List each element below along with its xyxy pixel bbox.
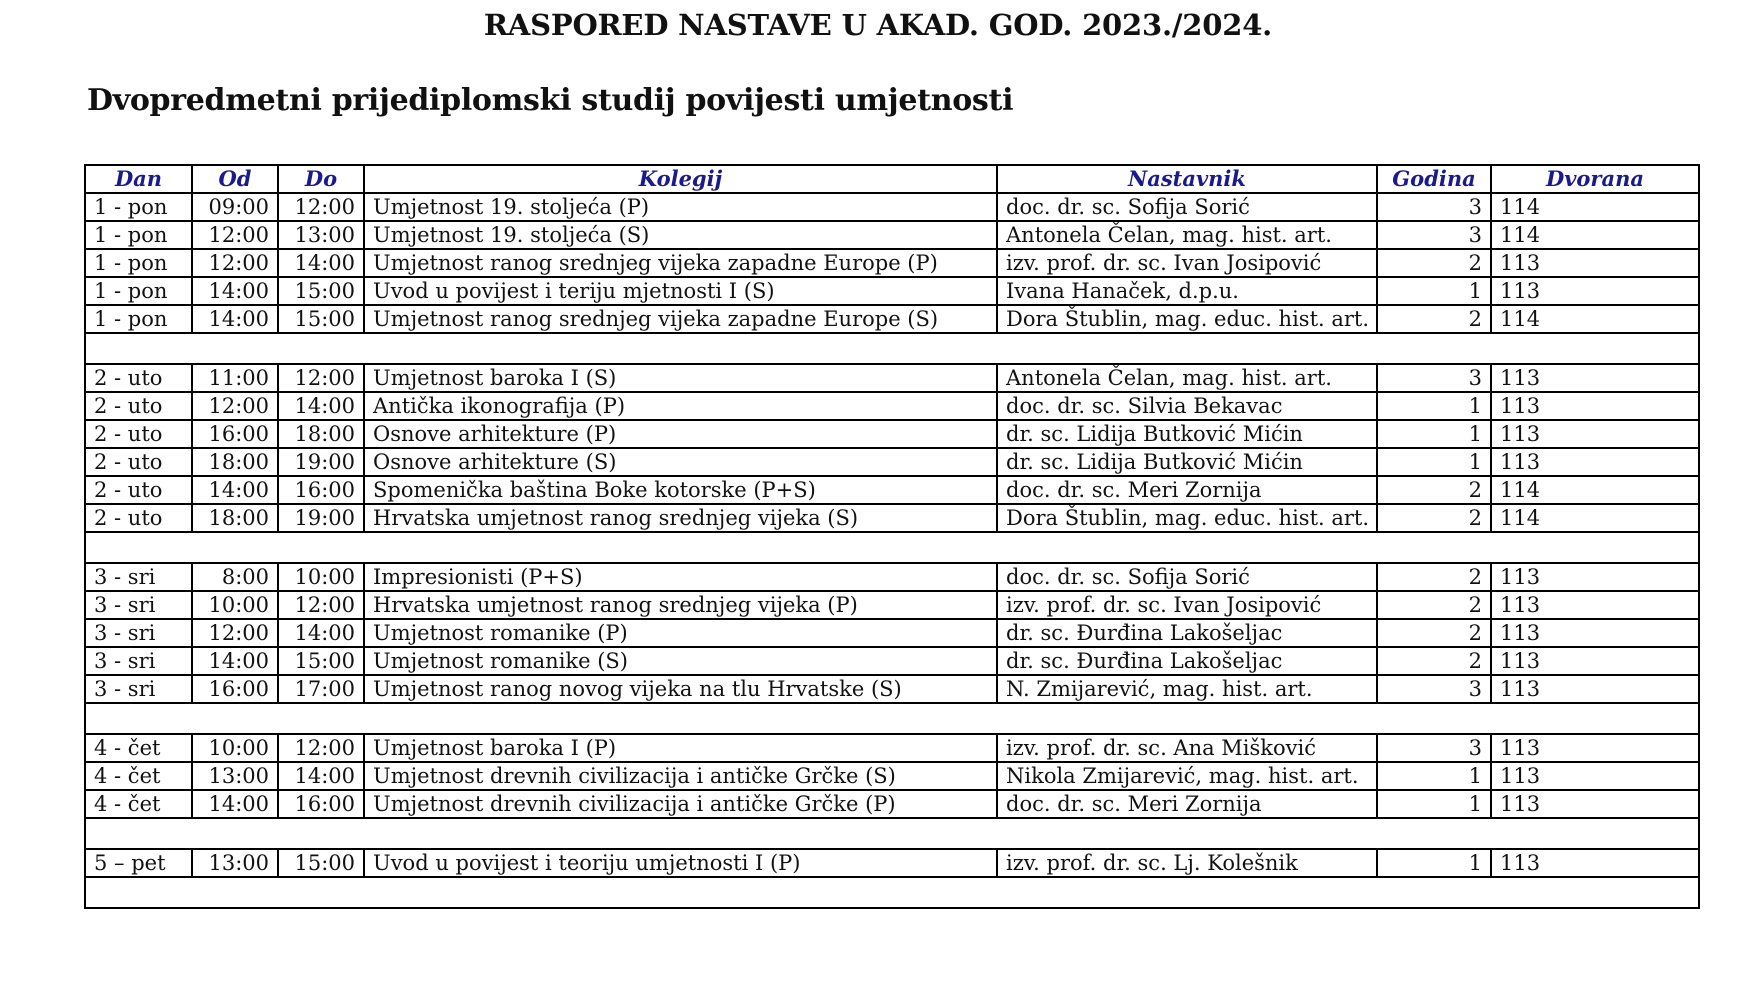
cell-nastavnik: izv. prof. dr. sc. Ivan Josipović — [997, 249, 1377, 277]
cell-do: 14:00 — [278, 619, 364, 647]
cell-dan: 4 - čet — [85, 734, 192, 762]
cell-godina: 1 — [1377, 392, 1491, 420]
header-nastavnik: Nastavnik — [997, 165, 1377, 193]
cell-dan: 1 - pon — [85, 193, 192, 221]
cell-od: 18:00 — [192, 504, 278, 532]
cell-godina: 1 — [1377, 448, 1491, 476]
cell-dvorana: 113 — [1491, 591, 1699, 619]
table-row — [85, 734, 1699, 762]
cell-nastavnik: doc. dr. sc. Sofija Sorić — [997, 563, 1377, 591]
cell-dvorana: 114 — [1491, 476, 1699, 504]
cell-od: 13:00 — [192, 762, 278, 790]
cell-godina: 2 — [1377, 504, 1491, 532]
day-separator-cell — [85, 818, 1699, 849]
cell-dvorana: 114 — [1491, 504, 1699, 532]
cell-nastavnik: dr. sc. Đurđina Lakošeljac — [997, 647, 1377, 675]
cell-od: 12:00 — [192, 392, 278, 420]
cell-dvorana: 113 — [1491, 448, 1699, 476]
cell-od: 14:00 — [192, 790, 278, 818]
day-separator-row — [85, 532, 1699, 563]
cell-nastavnik: doc. dr. sc. Silvia Bekavac — [997, 392, 1377, 420]
cell-dvorana: 114 — [1491, 193, 1699, 221]
cell-od: 10:00 — [192, 734, 278, 762]
cell-do: 15:00 — [278, 305, 364, 333]
cell-godina: 3 — [1377, 221, 1491, 249]
cell-godina: 2 — [1377, 591, 1491, 619]
table-row — [85, 790, 1699, 818]
cell-dan: 2 - uto — [85, 448, 192, 476]
cell-kolegij: Umjetnost romanike (S) — [364, 647, 997, 675]
table-row — [85, 277, 1699, 305]
cell-do: 12:00 — [278, 193, 364, 221]
table-row — [85, 476, 1699, 504]
day-separator-row — [85, 818, 1699, 849]
cell-kolegij: Umjetnost drevnih civilizacija i antičke Grčke (S) — [364, 762, 997, 790]
cell-nastavnik: N. Zmijarević, mag. hist. art. — [997, 675, 1377, 703]
table-row — [85, 249, 1699, 277]
cell-do: 12:00 — [278, 364, 364, 392]
cell-dan: 2 - uto — [85, 364, 192, 392]
cell-do: 16:00 — [278, 476, 364, 504]
cell-kolegij: Spomenička baština Boke kotorske (P+S) — [364, 476, 997, 504]
header-kolegij: Kolegij — [364, 165, 997, 193]
cell-kolegij: Umjetnost baroka I (S) — [364, 364, 997, 392]
cell-dan: 2 - uto — [85, 504, 192, 532]
cell-kolegij: Umjetnost baroka I (P) — [364, 734, 997, 762]
cell-dan: 5 – pet — [85, 849, 192, 877]
cell-kolegij: Umjetnost romanike (P) — [364, 619, 997, 647]
cell-dan: 3 - sri — [85, 591, 192, 619]
table-row — [85, 675, 1699, 703]
day-separator-row — [85, 703, 1699, 734]
cell-od: 14:00 — [192, 476, 278, 504]
cell-nastavnik: izv. prof. dr. sc. Ivan Josipović — [997, 591, 1377, 619]
header-od: Od — [192, 165, 278, 193]
cell-dan: 3 - sri — [85, 563, 192, 591]
cell-do: 17:00 — [278, 675, 364, 703]
cell-do: 14:00 — [278, 762, 364, 790]
cell-godina: 2 — [1377, 563, 1491, 591]
cell-nastavnik: izv. prof. dr. sc. Ana Mišković — [997, 734, 1377, 762]
day-separator-cell — [85, 877, 1699, 908]
cell-od: 13:00 — [192, 849, 278, 877]
cell-godina: 2 — [1377, 619, 1491, 647]
cell-od: 14:00 — [192, 305, 278, 333]
cell-kolegij: Umjetnost ranog srednjeg vijeka zapadne Europe (P) — [364, 249, 997, 277]
cell-godina: 3 — [1377, 675, 1491, 703]
cell-dvorana: 114 — [1491, 305, 1699, 333]
cell-od: 16:00 — [192, 420, 278, 448]
cell-do: 15:00 — [278, 277, 364, 305]
table-row — [85, 762, 1699, 790]
cell-kolegij: Uvod u povijest i teriju mjetnosti I (S) — [364, 277, 997, 305]
header-do: Do — [278, 165, 364, 193]
cell-od: 10:00 — [192, 591, 278, 619]
cell-nastavnik: Nikola Zmijarević, mag. hist. art. — [997, 762, 1377, 790]
cell-nastavnik: Antonela Čelan, mag. hist. art. — [997, 364, 1377, 392]
table-row — [85, 364, 1699, 392]
cell-nastavnik: doc. dr. sc. Meri Zornija — [997, 790, 1377, 818]
cell-dvorana: 113 — [1491, 392, 1699, 420]
day-separator-cell — [85, 532, 1699, 563]
cell-godina: 2 — [1377, 647, 1491, 675]
cell-nastavnik: dr. sc. Đurđina Lakošeljac — [997, 619, 1377, 647]
table-row — [85, 849, 1699, 877]
cell-dvorana: 113 — [1491, 762, 1699, 790]
table-row — [85, 392, 1699, 420]
cell-do: 16:00 — [278, 790, 364, 818]
cell-nastavnik: doc. dr. sc. Sofija Sorić — [997, 193, 1377, 221]
cell-godina: 1 — [1377, 277, 1491, 305]
cell-kolegij: Umjetnost 19. stoljeća (P) — [364, 193, 997, 221]
cell-nastavnik: Dora Štublin, mag. educ. hist. art. — [997, 504, 1377, 532]
cell-dvorana: 113 — [1491, 249, 1699, 277]
cell-godina: 2 — [1377, 249, 1491, 277]
cell-kolegij: Hrvatska umjetnost ranog srednjeg vijeka (S) — [364, 504, 997, 532]
cell-dan: 1 - pon — [85, 249, 192, 277]
cell-nastavnik: Antonela Čelan, mag. hist. art. — [997, 221, 1377, 249]
day-separator-row — [85, 877, 1699, 908]
day-separator-cell — [85, 703, 1699, 734]
header-dan: Dan — [85, 165, 192, 193]
cell-dan: 1 - pon — [85, 305, 192, 333]
cell-nastavnik: izv. prof. dr. sc. Lj. Kolešnik — [997, 849, 1377, 877]
table-row — [85, 420, 1699, 448]
cell-dan: 3 - sri — [85, 619, 192, 647]
cell-dvorana: 114 — [1491, 221, 1699, 249]
cell-do: 14:00 — [278, 249, 364, 277]
cell-godina: 3 — [1377, 193, 1491, 221]
cell-od: 11:00 — [192, 364, 278, 392]
table-header-row — [85, 165, 1699, 193]
cell-do: 12:00 — [278, 591, 364, 619]
cell-godina: 1 — [1377, 762, 1491, 790]
table-row — [85, 619, 1699, 647]
cell-godina: 2 — [1377, 476, 1491, 504]
cell-dvorana: 113 — [1491, 647, 1699, 675]
cell-kolegij: Antička ikonografija (P) — [364, 392, 997, 420]
cell-kolegij: Osnove arhitekture (S) — [364, 448, 997, 476]
cell-godina: 3 — [1377, 734, 1491, 762]
cell-dvorana: 113 — [1491, 619, 1699, 647]
cell-kolegij: Umjetnost 19. stoljeća (S) — [364, 221, 997, 249]
cell-dan: 3 - sri — [85, 647, 192, 675]
cell-kolegij: Umjetnost ranog novog vijeka na tlu Hrvatske (S) — [364, 675, 997, 703]
cell-dvorana: 113 — [1491, 675, 1699, 703]
cell-do: 14:00 — [278, 392, 364, 420]
table-row — [85, 563, 1699, 591]
cell-od: 12:00 — [192, 221, 278, 249]
cell-od: 09:00 — [192, 193, 278, 221]
table-row — [85, 221, 1699, 249]
cell-do: 18:00 — [278, 420, 364, 448]
cell-dan: 2 - uto — [85, 476, 192, 504]
cell-do: 12:00 — [278, 734, 364, 762]
cell-od: 14:00 — [192, 647, 278, 675]
cell-godina: 1 — [1377, 420, 1491, 448]
cell-od: 12:00 — [192, 619, 278, 647]
header-dvorana: Dvorana — [1491, 165, 1699, 193]
cell-od: 8:00 — [192, 563, 278, 591]
cell-od: 16:00 — [192, 675, 278, 703]
cell-kolegij: Impresionisti (P+S) — [364, 563, 997, 591]
cell-kolegij: Umjetnost ranog srednjeg vijeka zapadne Europe (S) — [364, 305, 997, 333]
table-row — [85, 305, 1699, 333]
cell-do: 19:00 — [278, 504, 364, 532]
cell-do: 19:00 — [278, 448, 364, 476]
schedule-table — [84, 164, 1700, 909]
cell-dvorana: 113 — [1491, 734, 1699, 762]
document-subtitle: Dvopredmetni prijediplomski studij povijesti umjetnosti — [87, 83, 1014, 118]
cell-kolegij: Uvod u povijest i teoriju umjetnosti I (P) — [364, 849, 997, 877]
cell-dvorana: 113 — [1491, 277, 1699, 305]
table-row — [85, 448, 1699, 476]
cell-nastavnik: dr. sc. Lidija Butković Mićin — [997, 448, 1377, 476]
cell-godina: 2 — [1377, 305, 1491, 333]
cell-od: 18:00 — [192, 448, 278, 476]
table-row — [85, 647, 1699, 675]
cell-dan: 4 - čet — [85, 790, 192, 818]
table-row — [85, 193, 1699, 221]
document-title: RASPORED NASTAVE U AKAD. GOD. 2023./2024. — [483, 8, 1273, 42]
cell-dvorana: 113 — [1491, 849, 1699, 877]
cell-godina: 1 — [1377, 849, 1491, 877]
cell-nastavnik: dr. sc. Lidija Butković Mićin — [997, 420, 1377, 448]
day-separator-cell — [85, 333, 1699, 364]
cell-dan: 1 - pon — [85, 221, 192, 249]
cell-do: 10:00 — [278, 563, 364, 591]
cell-kolegij: Hrvatska umjetnost ranog srednjeg vijeka (P) — [364, 591, 997, 619]
cell-kolegij: Umjetnost drevnih civilizacija i antičke Grčke (P) — [364, 790, 997, 818]
cell-dvorana: 113 — [1491, 420, 1699, 448]
cell-nastavnik: doc. dr. sc. Meri Zornija — [997, 476, 1377, 504]
cell-nastavnik: Ivana Hanaček, d.p.u. — [997, 277, 1377, 305]
cell-godina: 3 — [1377, 364, 1491, 392]
cell-nastavnik: Dora Štublin, mag. educ. hist. art. — [997, 305, 1377, 333]
cell-dan: 4 - čet — [85, 762, 192, 790]
header-godina: Godina — [1377, 165, 1491, 193]
cell-dvorana: 113 — [1491, 563, 1699, 591]
cell-do: 15:00 — [278, 849, 364, 877]
table-row — [85, 591, 1699, 619]
day-separator-row — [85, 333, 1699, 364]
cell-dan: 3 - sri — [85, 675, 192, 703]
cell-dvorana: 113 — [1491, 790, 1699, 818]
cell-godina: 1 — [1377, 790, 1491, 818]
cell-od: 14:00 — [192, 277, 278, 305]
cell-do: 15:00 — [278, 647, 364, 675]
cell-do: 13:00 — [278, 221, 364, 249]
cell-dan: 2 - uto — [85, 420, 192, 448]
schedule-body — [85, 193, 1699, 908]
cell-dvorana: 113 — [1491, 364, 1699, 392]
cell-dan: 2 - uto — [85, 392, 192, 420]
cell-kolegij: Osnove arhitekture (P) — [364, 420, 997, 448]
cell-dan: 1 - pon — [85, 277, 192, 305]
cell-od: 12:00 — [192, 249, 278, 277]
table-row — [85, 504, 1699, 532]
